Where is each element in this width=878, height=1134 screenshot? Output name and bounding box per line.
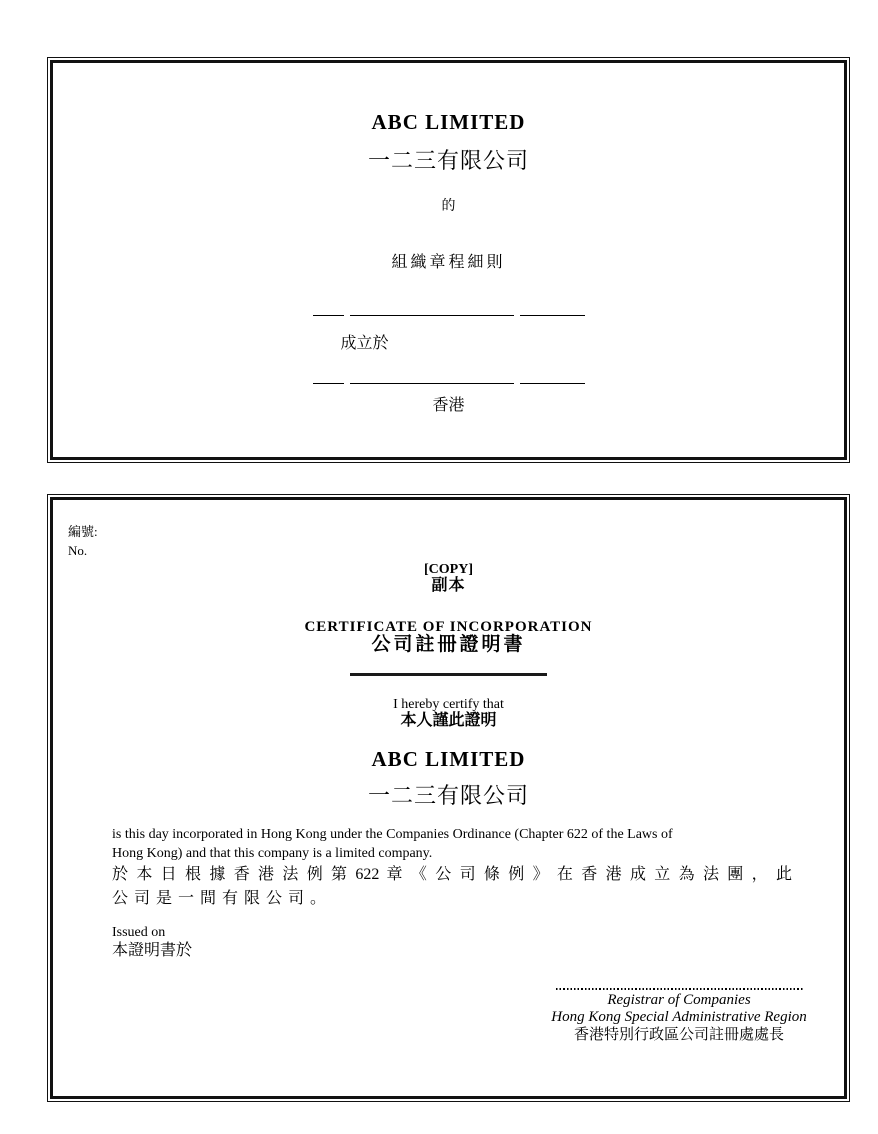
section-divider [350, 673, 547, 676]
body-text-zh-line: 公 司 是 一 間 有 限 公 司 。 [112, 890, 327, 907]
registrar-title-en: Registrar of Companies [607, 992, 751, 1008]
articles-company-name-zh: 一二三有限公司 [367, 148, 529, 173]
rule-segment [520, 315, 585, 316]
copy-tag-zh: 副本 [431, 577, 466, 594]
blank-rule-top [313, 315, 585, 316]
body-text-zh-line: 於 本 日 根 據 香 港 法 例 第 622 章 《 公 司 條 例 》 在 香 港 成 立 為 法 團 ， 此 [112, 866, 792, 883]
articles-cover-page [47, 57, 850, 463]
registrar-signature-block [543, 982, 815, 1044]
issued-on-label-en: Issued on [112, 925, 166, 940]
body-text-en-line: Hong Kong) and that this company is a limited company. [112, 845, 433, 861]
body-text-en-line: is this day incorporated in Hong Kong under the Companies Ordinance (Chapter 622 of the Laws of [112, 827, 673, 842]
number-label-zh: 編號: [68, 524, 98, 539]
articles-company-name-en: ABC LIMITED [371, 110, 526, 134]
certificate-number-block [68, 522, 98, 560]
issued-on-block [112, 924, 192, 960]
articles-cover-frame [50, 60, 847, 460]
articles-of-label: 的 [441, 199, 456, 214]
number-label-en: No. [68, 543, 88, 558]
certificate-company-name-en: ABC LIMITED [371, 747, 526, 771]
certify-statement-en: I hereby certify that [393, 697, 504, 712]
certificate-company-name-zh: 一二三有限公司 [367, 783, 529, 808]
registrar-region-en: Hong Kong Special Administrative Region [551, 1009, 807, 1025]
certificate-body [112, 826, 792, 911]
rule-segment [350, 383, 514, 384]
registrar-title-zh: 香港特別行政區公司註冊處處長 [573, 1027, 784, 1043]
copy-tag-en: [COPY] [424, 562, 473, 577]
rule-segment [313, 315, 344, 316]
place-label: 香港 [432, 397, 465, 414]
incorporated-on-label: 成立於 [340, 335, 389, 352]
articles-title-zh: 組織章程細則 [391, 254, 506, 271]
certify-statement-zh: 本人謹此證明 [400, 712, 497, 729]
signature-dotted-line [556, 982, 803, 990]
rule-segment [350, 315, 514, 316]
rule-segment [520, 383, 585, 384]
certificate-frame [50, 497, 847, 1099]
certificate-title-zh: 公司註冊證明書 [371, 634, 526, 655]
certificate-page [47, 494, 850, 1102]
blank-rule-bottom [313, 383, 585, 384]
certificate-title-en: CERTIFICATE OF INCORPORATION [304, 619, 593, 635]
rule-segment [313, 383, 344, 384]
issued-on-label-zh: 本證明書於 [112, 942, 193, 959]
